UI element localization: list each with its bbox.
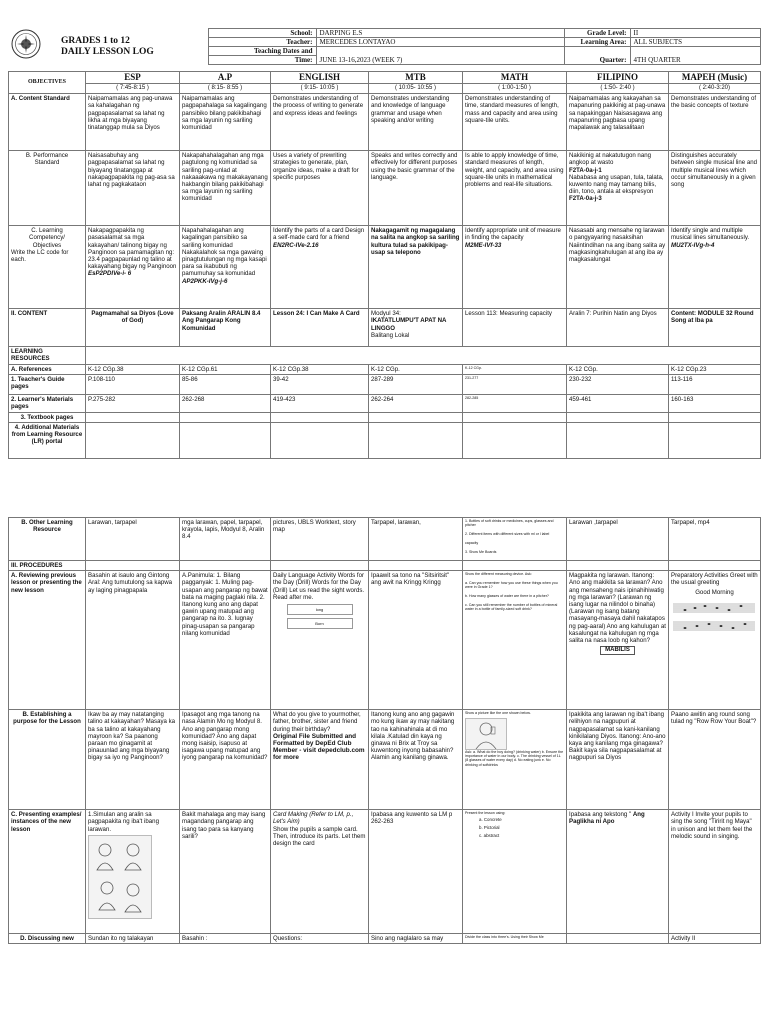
cs-mtb: Demonstrates understanding and knowledge of language grammar and usage when speaking and/or writing (369, 94, 463, 151)
tg-esp: P.108-110 (86, 374, 180, 394)
content-standard-label: A. Content Standard (9, 94, 86, 151)
school-value: DARPING E.S (316, 29, 564, 38)
or-math-2: 2. Different items with different sizes with ml or l label (465, 532, 550, 537)
pur-english (271, 710, 369, 810)
lc-math (463, 226, 567, 309)
lc-mtb: Nakagagamit ng magagalang na salita na angkop sa sariling kultura tulad sa pakikipag-usap sa telepono (369, 226, 463, 309)
lc-label-2: Competency/ (29, 234, 65, 242)
ref-english: K-12 CGp.38 (271, 364, 369, 374)
tg-row (9, 374, 761, 394)
grade-value: II (630, 29, 760, 38)
rev-fil-text: Magpakita ng larawan. Itanong: Ano ang makikita sa larawan? Ano ang mensaheng nais ipinahihiwatig ng mga larawan? (Larawan ng isang lugar na nilindol o binaha) (Larawan ng isang batang masayang-masaya dahil nakatapos ng pag-aaral) Ano ang kahulugan at kasalungat na kahulugan ng mga salita na nasa loob ng kahon? (569, 572, 666, 645)
textbook-label: 3. Textbook pages (9, 412, 86, 422)
objectives-heading: OBJECTIVES (9, 72, 86, 94)
lc-english (271, 226, 369, 309)
lm-mapeh: 160-163 (669, 394, 761, 412)
tg-mapeh: 113-116 (669, 374, 761, 394)
title-line2: DAILY LESSON LOG (61, 46, 154, 57)
references-row (9, 364, 761, 374)
performance-standard-label (9, 151, 86, 226)
rev-mtb: Ipaawit sa tono na "Sitsiritsit" ang awit na Kringg Kringg (369, 571, 463, 710)
time-math: ( 1:00-1:50 ) (463, 84, 567, 94)
subject-english: ENGLISH (271, 72, 369, 84)
pres-math-a: Concrete (483, 816, 502, 822)
tg-filipino: 230-232 (567, 374, 669, 394)
subject-mapeh: MAPEH (Music) (669, 72, 761, 84)
pur-math (463, 710, 567, 810)
procedures-row (9, 561, 761, 571)
reviewing-row (9, 571, 761, 710)
rev-math-1: Show the different measuring device. Ask: (465, 572, 532, 577)
logo-cell (8, 29, 58, 65)
disc-esp: Sundan ito ng talakayan (86, 934, 180, 944)
lc-esp-code: EsP2PDIVe-i- 6 (88, 270, 132, 278)
or-english: pictures, UBLS Worktext, story map (271, 518, 369, 561)
song-title: Good Morning (695, 588, 734, 596)
pres-filipino (567, 810, 669, 934)
tg-ap: 85-86 (180, 374, 271, 394)
subject-mtb: MTB (369, 72, 463, 84)
ref-esp: K-12 CGp.38 (86, 364, 180, 374)
ps-math: Is able to apply knowledge of time, standard measures of length, weight, and capacity, and area using square-tile units in mathematical problems and real-life situations. (463, 151, 567, 226)
resources-row (9, 347, 761, 364)
references-label: A. References (9, 364, 86, 374)
disc-mtb: Sino ang naglalaro sa may (369, 934, 463, 944)
pur-mapeh: Paano awitin ang round song tulad ng "Row Row Your Boat"? (669, 710, 761, 810)
competency-row (9, 226, 761, 309)
children-illustration-icon (88, 835, 152, 919)
mabilis-box: MABILIS (600, 646, 635, 655)
pres-fil-2: Ang Paglikha ni Apo (569, 811, 645, 826)
ref-ap: K-12 CGp.61 (180, 364, 271, 374)
rev-filipino (567, 571, 669, 710)
time-filipino: ( 1:50- 2:40 ) (567, 84, 669, 94)
ref-mtb: K-12 CGp. (369, 364, 463, 374)
disc-math: Divide the class into three's. Using their Show Me (463, 934, 567, 944)
deped-seal-icon (11, 29, 41, 59)
rev-english (271, 571, 369, 710)
pres-eng-italic: Card Making (Refer to LM, p., Let's Aim) (273, 811, 354, 826)
lm-ap: 262-268 (180, 394, 271, 412)
cs-esp: Naipamamalas ang pag-unawa sa kahalagahan ng pagpapasalamat sa lahat ng likha at mga biyayang tinatanggap mula sa Diyos (86, 94, 180, 151)
pres-esp-text: 1.Simulan ang aralin sa pagpapakita ng iba't ibang larawan. (88, 811, 159, 833)
presenting-label: C. Presenting examples/ instances of the new lesson (9, 810, 86, 934)
disc-english: Questions: (271, 934, 369, 944)
subject-esp: ESP (86, 72, 180, 84)
lesson-log-page (8, 28, 760, 944)
ps-ap: Nakapahahalagahan ang mga pagtulong ng komunidad sa sariling pag-unlad at nakaaakawa ng makakayanang hakbangin bilang pakikibahagi sa mga layunin ng sariling komunidad (180, 151, 271, 226)
time-esp: ( 7:45-8:15 ) (86, 84, 180, 94)
content-mtb-2: IKATATLUMPU'T APAT NA LINGGO (371, 317, 447, 332)
lesson-table-bottom (8, 517, 761, 944)
subject-ap: A.P (180, 72, 271, 84)
resources-label (9, 347, 86, 364)
pur-ap: Ipasagot ang mga tanong na nasa Alamin Mo ng Modyul 8. Ano ang pangarap mong komunidad? Ano ang dapat mong isaisip, isapuso at isagawa upang matupad ang iyong pangarap na komunidad? (180, 710, 271, 810)
performance-standard-row (9, 151, 761, 226)
quarter-label: Quarter: (564, 47, 630, 65)
discussing-label: D. Discussing new (9, 934, 86, 944)
discussing-row (9, 934, 761, 944)
pur-mtb: Itanong kung ano ang gagawin mo kung ikaw ay may nakitang tao na kahinahinala at di mo kilala .Katulad din kaya ng ginawa ni Brix at Troy sa kuwentong inyong babasahin? Alamin ang kanilang ginawa. (369, 710, 463, 810)
lm-filipino: 459-461 (567, 394, 669, 412)
pres-mtb: Ipabasa ang kuwento sa LM p 262-263 (369, 810, 463, 934)
ps-fil-text2: Nababasa ang usapan, tula, talata, kuwento nang may tamang bilis, diin, tono, antala at ekspresyon (569, 173, 664, 196)
content-esp: Pagmamahal sa Diyos (Love of God) (86, 309, 180, 347)
or-filipino: Larawan ,tarpapel (567, 518, 669, 561)
rev-eng-text: Daily Language Activity Words for the Day (Drill) Words for the Day (Drill) Let us read the sight words. Read after me. (273, 572, 365, 601)
or-math-4: 3. Show Me Boards (465, 549, 497, 554)
lc-mapeh-code: MU2TX-IVg-h-4 (671, 241, 715, 249)
lm-math: 282-285 (463, 394, 567, 412)
pur-math-2: Ask: a. What do the boy doing? (drinking water) b. Ensure the importance of water in our body. c. The drinking vessel of 1L (8 glasses of water every day) d. No eating junk e. No drinking of softdrinks (465, 749, 564, 767)
or-math (463, 518, 567, 561)
lesson-table-top (8, 71, 761, 459)
pres-mapeh: Activity I Invite your pupils to sing the song "Tiririt ng Maya" in unison and let them feel the melodic sound in singing. (669, 810, 761, 934)
ps-label-2: Standard (34, 159, 60, 167)
rev-ap: A.Panimula: 1. Bilang pagganyak: 1. Muling pag-usapan ang pangarap ng bawat bata na maging paglaki nila. 2. Itanong kung ano ang dapat gawin upang matupad ang pangarap na ito. 3. Iugnay pinag-usapan sa pangarap nilang komunidad (180, 571, 271, 710)
lc-esp-text: Nakapagpapakita ng pasasalamat sa mga kakayahan/ talinong bigay ng Panginoon sa pamamagitan ng: 23.4 pagpapaunlad ng talino at kakayahang bigay ng Panginoon (88, 227, 177, 271)
area-value: ALL SUBJECTS (630, 38, 760, 47)
disc-filipino (567, 934, 669, 944)
ps-fil-text1: Nakikinig at nakatutugon nang angkop at wasto (569, 152, 651, 167)
lc-eng-code: EN2RC-IVe-2.16 (273, 241, 319, 249)
lm-mtb: 262-264 (369, 394, 463, 412)
ps-label-1: B. Performance (25, 152, 69, 160)
disc-ap: Basahin : (180, 934, 271, 944)
pres-math-intro: Present the lesson using: (465, 811, 506, 816)
ref-filipino: K-12 CGp. (567, 364, 669, 374)
reviewing-label: A. Reviewing previous lesson or presenting the new lesson (9, 571, 86, 710)
cs-mapeh: Demonstrates understanding of the basic concepts of texture (669, 94, 761, 151)
lc-ap (180, 226, 271, 309)
other-resources-label: B. Other Learning Resource (9, 518, 86, 561)
pres-ap: Bakit mahalaga ang may isang magandang pangarap ang isang tao para sa kanyang sarili? (180, 810, 271, 934)
title-line1: GRADES 1 to 12 (61, 35, 130, 46)
time-english: ( 9:15- 10:05 ) (271, 84, 369, 94)
pres-fil-1: Ipabasa ang tekstong " (569, 811, 632, 819)
time-ap: ( 8:15- 8:55 ) (180, 84, 271, 94)
rev-esp: Basahin at isaulo ang Gintong Aral: Ang tumutulong sa kapwa ay laging pinagpapala (86, 571, 180, 710)
additional-label: 4. Additional Materials from Learning Resource (LR) portal (9, 423, 86, 459)
tg-math: 231-277 (463, 374, 567, 394)
content-english: Lesson 24: I Can Make A Card (271, 309, 369, 347)
ps-mapeh: Distinguishes accurately between single musical line and multiple musical lines which occur simultaneously in a given song (669, 151, 761, 226)
lc-filipino: Nasasabi ang mensahe ng larawan o pangyayaring nasaksihan Naiintindihan na ang ibang salita ay magkasingkahulugan at ang iba ay magkasalungat (567, 226, 669, 309)
competency-label (9, 226, 86, 309)
or-math-1: 1. Bottles of soft drinks or medicines, cups, glasses and pitcher (465, 519, 554, 528)
tg-mtb: 287-289 (369, 374, 463, 394)
rev-math (463, 571, 567, 710)
grade-label: Grade Level: (564, 29, 630, 38)
ref-mapeh: K-12 CGp.23 (669, 364, 761, 374)
lm-english: 419-423 (271, 394, 369, 412)
rev-mapeh (669, 571, 761, 710)
or-ap: mga larawan, papel, tarpapel, krayola, lapis, Modyul 8, Aralin 8.4 (180, 518, 271, 561)
sight-word-box-1: long (287, 604, 353, 615)
ps-fil-code2: F2TA-0a-j-3 (569, 195, 602, 203)
cs-filipino: Naipamamalas ang kakayahan sa mapanuring pakikinig at pag-unawa sa napakinggan Naisasagawa ang mapanuring pagbasa upang mapalawak ang talasalitaan (567, 94, 669, 151)
content-ap: Paksang Aralin ARALIN 8.4 Ang Pangarap Kong Komunidad (180, 309, 271, 347)
ps-english: Uses a variety of prewriting strategies to generate, plan, organize ideas, make a draft for specific purposes (271, 151, 369, 226)
lm-row (9, 394, 761, 412)
or-mapeh: Tarpapel, mp4 (669, 518, 761, 561)
lc-mapeh (669, 226, 761, 309)
pur-math-1: Show a picture like the one shown below. (465, 711, 531, 716)
lc-label-1: C. Learning (31, 227, 63, 235)
lc-ap-text: Napahahalagahan ang kagalingan pansibiko sa sariling komunidad Nakakalahok sa mga gawaing pinagtutulungan ng mga kasapi para sa ikabubuti ng pamumuhay sa komunidad (182, 227, 267, 278)
dates-label-1: Teaching Dates and (208, 47, 316, 56)
music-staff-icon (671, 598, 757, 638)
lc-esp (86, 226, 180, 309)
pres-math: Present the lesson using: a. Concrete b. Pictorial c. abstract (463, 810, 567, 934)
ref-math: K-12 CGp. (463, 364, 567, 374)
teacher-label: Teacher: (208, 38, 316, 47)
content-math: Lesson 113: Measuring capacity (463, 309, 567, 347)
area-label: Learning Area: (564, 38, 630, 47)
pur-esp: Ikaw ba ay may natatanging talino at kakayahan? Masaya ka ba sa talino at kakayahang mayroon ka? Sa paanong paraan mo ginagamit at pinauunlad ang mga biyayang bigay sa iyo ng Panginoon? (86, 710, 180, 810)
cs-math: Demonstrates understanding of time, standard measures of length, mass and capacity and area using square-tile units. (463, 94, 567, 151)
lm-esp: P.275-282 (86, 394, 180, 412)
dates-value: JUNE 13-16,2023 (WEEK 7) (316, 47, 564, 65)
tg-english: 39-42 (271, 374, 369, 394)
or-mtb: Tarpapel, larawan, (369, 518, 463, 561)
content-mtb (369, 309, 463, 347)
pur-filipino: Ipakikita ang larawan ng iba't ibang relihiyon na nagpupuri at nagpapasalamat sa kani-kanilang kinikilalang Diyos. Itanong: Ano-ano kaya ang kanilang mga ginagawa? Bakit kaya sila nagpapasalamat at nagpupuri sa Diyos (567, 710, 669, 810)
content-row (9, 309, 761, 347)
tg-label: 1. Teacher's Guide pages (9, 374, 86, 394)
resources-label-2: RESOURCES (11, 355, 50, 363)
time-mtb: ( 10:05- 10:55 ) (369, 84, 463, 94)
pur-eng-text: What do you give to yourmother, father, brother, sister and friend during their birthday? (273, 711, 361, 733)
rev-mapeh-text: Preparatory Activities Greet with the usual greeting (671, 572, 758, 587)
sight-word-box-2: Born (287, 618, 353, 629)
subject-filipino: FILIPINO (567, 72, 669, 84)
resources-blank (86, 347, 761, 364)
disc-mapeh: Activity II (669, 934, 761, 944)
lm-label: 2. Learner's Materials pages (9, 394, 86, 412)
purpose-row (9, 710, 761, 810)
dates-label-2: Time: (208, 56, 316, 65)
pres-english (271, 810, 369, 934)
ps-fil-code1: F2TA-0a-j-1 (569, 166, 602, 174)
content-mtb-1: Modyul 34: (371, 310, 401, 318)
cs-ap: Naipamamalas ang pagpapahalaga sa kagalingang pansibiko bilang pakikibahagi sa mga layunin ng sariling komunidad (180, 94, 271, 151)
pres-eng-text: Show the pupils a sample card. Then, introduce its parts. Let them design the card (273, 825, 366, 848)
header-table (8, 28, 761, 65)
subject-math: MATH (463, 72, 567, 84)
lc-label-4: Write the LC code for each. (11, 248, 69, 264)
time-mapeh: ( 2:40-3:20) (669, 84, 761, 94)
title-cell (58, 29, 208, 65)
lc-math-text: Identify appropriate unit of measure in finding the capacity (465, 227, 561, 242)
lc-label-3: Objectives (32, 241, 62, 249)
purpose-label: B. Establishing a purpose for the Lesson (9, 710, 86, 810)
content-mapeh: Content: MODULE 32 Round Song at Iba pa (669, 309, 761, 347)
content-filipino: Aralin 7: Purihin Natin ang Diyos (567, 309, 669, 347)
pres-math-c: abstract (483, 832, 500, 838)
or-math-3: capacity (465, 541, 479, 546)
content-mtb-3: Balitang Lokal (371, 331, 410, 339)
ps-mtb: Speaks and writes correctly and effectively for different purposes using the basic grammar of the language. (369, 151, 463, 226)
cs-english: Demonstrates understanding of the process of writing to generate and express ideas and feelings (271, 94, 369, 151)
boy-drinking-picture-icon (465, 718, 507, 750)
rev-math-4: c. Can you still remember the number of bottles of mineral water in a bottle of family-sized soft drink? (465, 603, 558, 612)
lc-math-code: M2ME-IVf-33 (465, 241, 502, 249)
other-resources-row (9, 518, 761, 561)
procedures-label: III. PROCEDURES (9, 561, 86, 571)
pres-esp (86, 810, 180, 934)
content-standard-row (9, 94, 761, 151)
ps-filipino (567, 151, 669, 226)
lc-eng-text: Identify the parts of a card Design a self-made card for a friend (273, 227, 365, 242)
ps-esp: Naisasabuhay ang pagpapasalamat sa lahat ng biyayang tinatanggap at nakapagpapakita ng pag-asa sa lahat ng pagkakataon (86, 151, 180, 226)
lc-mapeh-text: Identify single and multiple musical lines simultaneously. (671, 227, 750, 242)
pres-math-b: Pictorial (483, 824, 500, 830)
rev-math-3: b. How many glasses of water are there in a pitcher? (465, 594, 549, 599)
teacher-value: MERCEDES LONTAYAO (316, 38, 564, 47)
content-label: II. CONTENT (9, 309, 86, 347)
resources-label-1: LEARNING (11, 348, 43, 356)
textbook-row (9, 412, 761, 422)
additional-row (9, 423, 761, 459)
pur-eng-credit: Original File Submitted and Formatted by DepEd Club Member - visit depedclub.com for more (273, 732, 365, 762)
or-esp: Larawan, tarpapel (86, 518, 180, 561)
presenting-row (9, 810, 761, 934)
rev-math-2: a. Can you remember how you use these things when you were in Grade 1? (465, 581, 558, 590)
lc-ap-code: AP2PKK-IVg-j-6 (182, 277, 228, 285)
school-label: School: (208, 29, 316, 38)
quarter-value: 4TH QUARTER (630, 47, 760, 65)
